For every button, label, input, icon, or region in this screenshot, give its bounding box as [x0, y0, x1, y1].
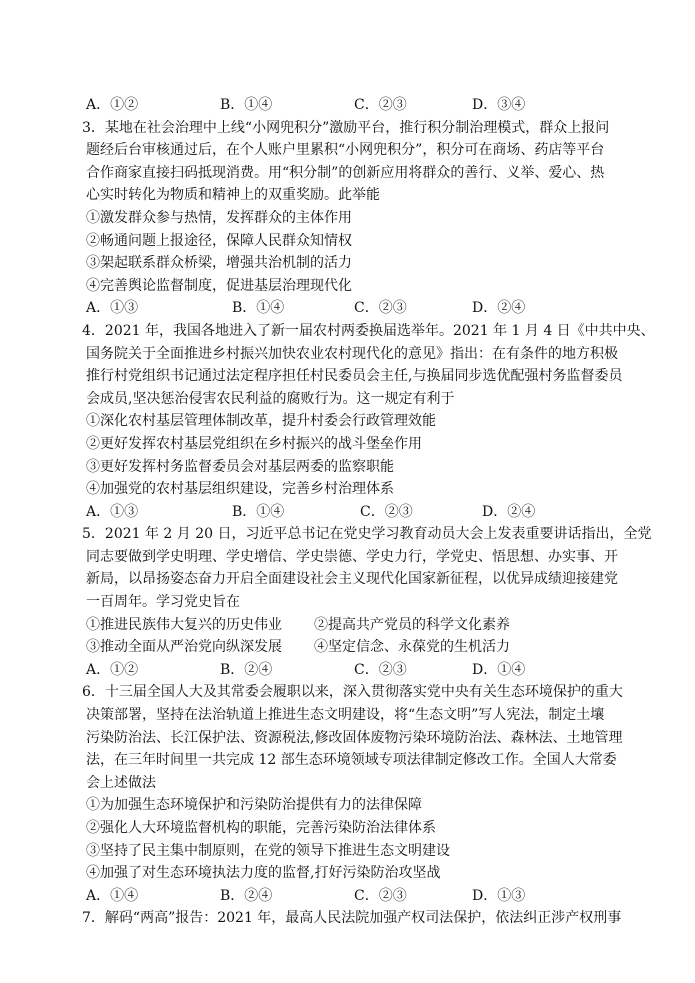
q5-stem-line: 5．2021 年 2 月 20 日，习近平总书记在党史学习教育动员大会上发表重要讲话指出，全党 [82, 526, 652, 543]
q3-stem-line: 心实时转化为物质和精神上的双重奖励。此举能 [86, 187, 380, 204]
q3-stem-line: 3．某地在社会治理中上线“小网兜积分”激励平台，推行积分制治理模式，群众上报问 [82, 119, 610, 136]
q5-item: ③推动全面从严治党向纵深发展 [86, 639, 282, 656]
option-a: A．①② [86, 97, 139, 113]
option-a: A．①② [86, 661, 139, 678]
q4-stem-line: 推行村党组织书记通过法定程序担任村民委员会主任,与换届同步选优配强村务监督委员 [86, 368, 623, 385]
question-list [82, 94, 655, 930]
option-b: B．②④ [220, 661, 273, 678]
q5-item: ①推进民族伟大复兴的历史伟业 [86, 616, 282, 633]
q4-stem-line: 会成员,坚决惩治侵害农民利益的腐败行为。这一规定有利于 [86, 390, 455, 407]
option-c: C．②③ [354, 300, 407, 317]
q6-options [86, 885, 626, 908]
option-c: C．②③ [354, 97, 407, 113]
q3-stem-line: 题经后台审核通过后，在个人账户里累积“小网兜积分”，积分可在商场、药店等平台 [86, 142, 605, 159]
q4-item: ②更好发挥农村基层党组织在乡村振兴的战斗堡垒作用 [86, 435, 422, 452]
q5-item: ④坚定信念、永葆党的生机活力 [314, 639, 510, 656]
q6-item: ④加强了对生态环境执法力度的监督,打好污染防治攻坚战 [86, 865, 441, 882]
q4-stem-line: 国务院关于全面推进乡村振兴加快农业农村现代化的意见》指出：在有条件的地方积极 [86, 345, 618, 362]
q6-item: ③坚持了民主集中制原则，在党的领导下推进生态文明建设 [86, 842, 450, 859]
option-d: D．③④ [472, 97, 526, 113]
q5-item: ②提高共产党员的科学文化素养 [314, 616, 510, 633]
option-b: B．①④ [220, 97, 273, 113]
q5-options [86, 659, 626, 682]
option-d: D．①④ [472, 661, 526, 678]
option-a: A．①④ [86, 887, 139, 904]
q4-item: ①深化农村基层管理体制改革，提升村委会行政管理效能 [86, 413, 436, 430]
option-d: D．①③ [472, 887, 526, 904]
q4-options [86, 501, 626, 524]
option-a: A．①③ [86, 503, 139, 520]
q4-stem-line: 4．2021 年，我国各地进入了新一届农村两委换届选举年。2021 年 1 月 4 日《中共中央、 [82, 322, 655, 339]
option-c: C．②③ [354, 661, 407, 678]
option-b: B．①④ [232, 503, 285, 520]
q5-stem-line: 一百周年。学习党史旨在 [86, 594, 240, 611]
option-c: C．②③ [360, 503, 413, 520]
q4-item: ③更好发挥村务监督委员会对基层两委的监察职能 [86, 458, 394, 475]
q4-item: ④加强党的农村基层组织建设，完善乡村治理体系 [86, 481, 394, 498]
option-d: D．②④ [482, 503, 536, 520]
option-c: C．②③ [354, 887, 407, 904]
q3-item: ③架起联系群众桥梁，增强共治机制的活力 [86, 255, 352, 272]
q5-stem-line: 同志要做到学史明理、学史增信、学史崇德、学史力行，学党史、悟思想、办实事、开 [86, 548, 618, 565]
q5-item-pair [86, 636, 626, 659]
q6-stem-line: 会上述做法 [86, 774, 156, 791]
q6-stem-line: 法，在三年时间里一共完成 12 部生态环境领域专项法律制定修改工作。全国人大常委 [86, 752, 617, 769]
q6-stem-line: 6．十三届全国人大及其常委会履职以来，深入贯彻落实党中央有关生态环境保护的重大 [82, 684, 623, 701]
q3-stem-line: 合作商家直接扫码抵现消费。用“积分制”的创新应用将群众的善行、义举、爱心、热 [86, 164, 605, 181]
q2-options [86, 94, 626, 117]
option-d: D．②④ [472, 300, 526, 317]
option-b: B．①④ [232, 300, 285, 317]
q6-item: ②强化人大环境监督机构的职能，完善污染防治法律体系 [86, 820, 436, 836]
q6-item: ①为加强生态环境保护和污染防治提供有力的法律保障 [86, 797, 422, 814]
q3-options [86, 297, 626, 320]
option-b: B．②④ [220, 887, 273, 904]
q3-item: ①激发群众参与热情，发挥群众的主体作用 [86, 209, 352, 226]
q6-stem-line: 决策部署，坚持在法治轨道上推进生态文明建设，将“生态文明”写人宪法，制定土壤 [86, 707, 605, 724]
q7-stem-line: 7．解码“两高”报告：2021 年，最高人民法院加强产权司法保护，依法纠正涉产权刑事 [82, 910, 622, 927]
q5-item-pair [86, 614, 626, 637]
q3-item: ④完善舆论监督制度，促进基层治理现代化 [86, 277, 352, 294]
option-a: A．①③ [86, 300, 139, 317]
q5-stem-line: 新局，以昂扬姿态奋力开启全面建设社会主义现代化国家新征程，以优异成绩迎接建党 [86, 571, 618, 588]
q3-item: ②畅通问题上报途径，保障人民群众知情权 [86, 232, 352, 249]
q6-stem-line: 污染防治法、长江保护法、资源税法,修改固体废物污染环境防治法、森林法、土地管理 [86, 729, 623, 746]
